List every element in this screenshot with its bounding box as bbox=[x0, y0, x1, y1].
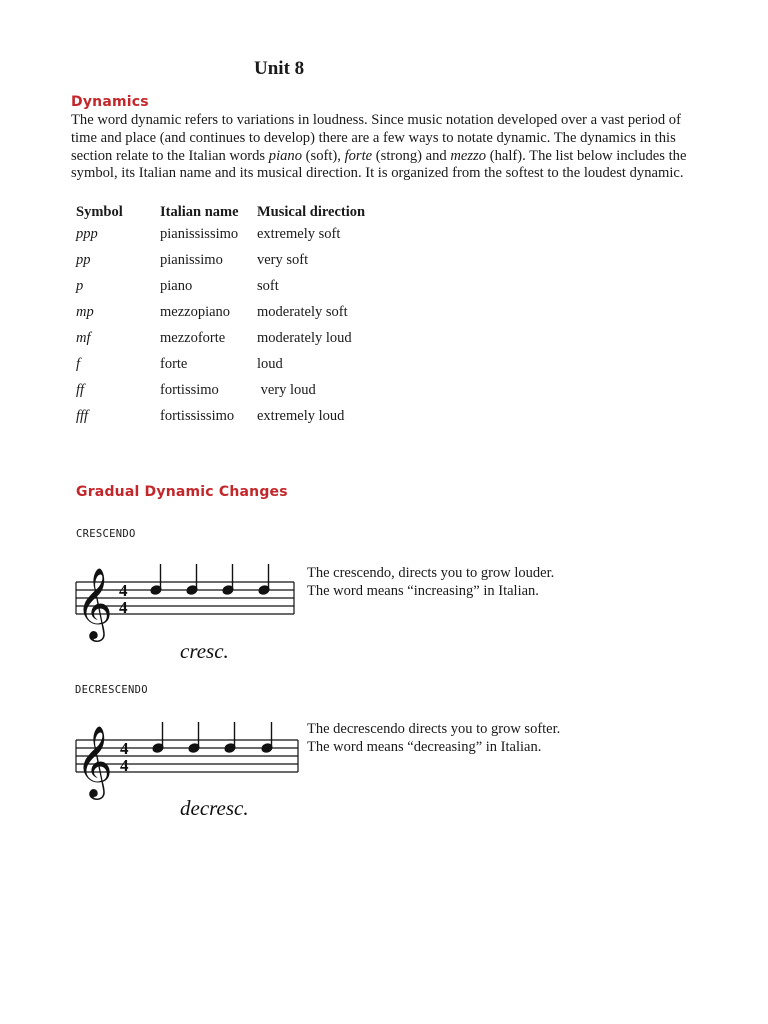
table-row bbox=[73, 356, 365, 382]
unit-title: Unit 8 bbox=[254, 58, 305, 79]
intro-text-3: (strong) and bbox=[372, 147, 451, 164]
italian-name-cell: pianississimo bbox=[160, 226, 239, 242]
header-musical-direction: Musical direction bbox=[257, 204, 366, 220]
dynamics-table bbox=[73, 204, 365, 434]
crescendo-description bbox=[307, 565, 554, 600]
direction-cell: loud bbox=[257, 356, 283, 372]
time-signature bbox=[120, 739, 129, 775]
intro-word-piano: piano bbox=[268, 147, 303, 164]
italian-name-cell: fortississimo bbox=[160, 408, 235, 424]
crescendo-label: CRESCENDO bbox=[76, 528, 136, 540]
symbol-cell: f bbox=[76, 356, 81, 372]
italian-name-cell: fortissimo bbox=[160, 382, 219, 398]
intro-word-mezzo: mezzo bbox=[450, 147, 487, 164]
italian-name-cell: piano bbox=[160, 278, 193, 294]
dynamics-heading: Dynamics bbox=[71, 94, 149, 110]
table-header-row bbox=[73, 204, 365, 226]
cresc-marking: cresc. bbox=[180, 639, 229, 663]
italian-name-cell: forte bbox=[160, 356, 188, 372]
direction-cell: moderately soft bbox=[257, 304, 348, 320]
time-signature bbox=[119, 581, 128, 617]
symbol-cell: mp bbox=[76, 304, 94, 320]
decrescendo-label: DECRESCENDO bbox=[75, 684, 148, 696]
table-row bbox=[73, 252, 365, 278]
direction-cell: soft bbox=[257, 278, 279, 294]
intro-text-4: (half). The list below includes the symbol, its Italian name and its musical direction. It is organized from the softest to the loudest dynamic. bbox=[71, 147, 687, 182]
decresc-marking: decresc. bbox=[180, 796, 249, 820]
table-row bbox=[73, 382, 365, 408]
italian-name-cell: pianissimo bbox=[160, 252, 223, 268]
intro-text-2: (soft), bbox=[302, 147, 345, 164]
symbol-cell: pp bbox=[76, 252, 91, 268]
direction-cell: very loud bbox=[257, 382, 316, 398]
treble-clef-icon: 𝄞 bbox=[76, 566, 113, 639]
direction-cell: very soft bbox=[257, 252, 309, 268]
table-row bbox=[73, 408, 365, 434]
crescendo-line-2: The word means “increasing” in Italian. bbox=[307, 582, 539, 599]
symbol-cell: mf bbox=[76, 330, 91, 346]
gradual-dynamic-changes-heading: Gradual Dynamic Changes bbox=[76, 484, 288, 500]
symbol-cell: p bbox=[76, 278, 84, 294]
decrescendo-line-2: The word means “decreasing” in Italian. bbox=[307, 738, 542, 755]
svg-text:4: 4 bbox=[119, 581, 128, 600]
treble-clef-icon: 𝄞 bbox=[76, 724, 113, 797]
table-row bbox=[73, 330, 365, 356]
header-italian-name: Italian name bbox=[160, 204, 239, 220]
symbol-cell: fff bbox=[76, 408, 89, 424]
crescendo-staff-image bbox=[72, 560, 298, 664]
italian-name-cell: mezzopiano bbox=[160, 304, 231, 320]
symbol-cell: ff bbox=[76, 382, 85, 398]
intro-text-1: The word dynamic refers to variations in loudness. Since music notation developed over a vast period of time and place (and continues to develop) there are a few ways to notate dynamic. The dynamics in this section relate to the Italian words bbox=[71, 112, 681, 164]
svg-text:4: 4 bbox=[119, 598, 128, 617]
intro-word-forte: forte bbox=[344, 147, 373, 164]
svg-text:4: 4 bbox=[120, 739, 129, 758]
direction-cell: extremely loud bbox=[257, 408, 345, 424]
decrescendo-line-1: The decrescendo directs you to grow softer. bbox=[307, 721, 561, 737]
svg-text:4: 4 bbox=[120, 756, 129, 775]
italian-name-cell: mezzoforte bbox=[160, 330, 226, 346]
symbol-cell: ppp bbox=[76, 226, 98, 242]
header-symbol: Symbol bbox=[76, 204, 123, 220]
decrescendo-description bbox=[307, 721, 560, 756]
direction-cell: moderately loud bbox=[257, 330, 352, 346]
decrescendo-staff-image bbox=[72, 715, 302, 823]
table-row bbox=[73, 304, 365, 330]
crescendo-line-1: The crescendo, directs you to grow louder. bbox=[307, 565, 555, 581]
direction-cell: extremely soft bbox=[257, 226, 341, 242]
dynamics-intro-paragraph bbox=[71, 112, 701, 183]
table-row bbox=[73, 278, 365, 304]
table-row bbox=[73, 226, 365, 252]
